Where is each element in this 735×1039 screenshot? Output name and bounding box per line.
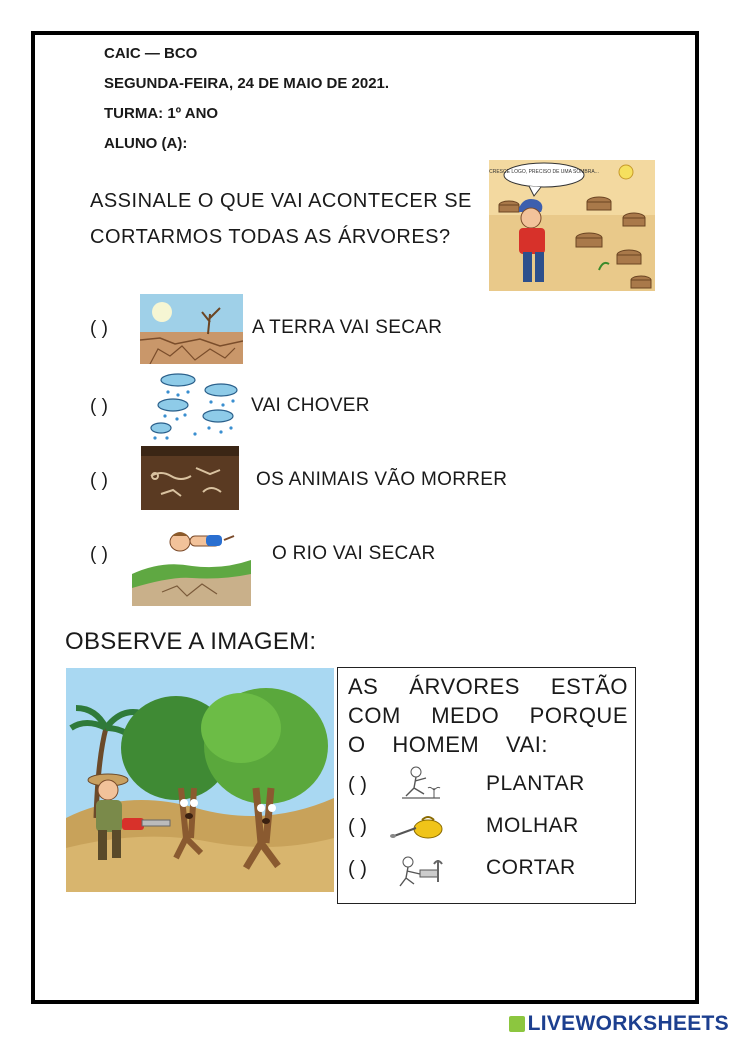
liveworksheets-logo[interactable] xyxy=(509,1012,729,1036)
question2-title: OBSERVE A IMAGEM: xyxy=(65,628,317,655)
fossils-picture xyxy=(141,446,239,510)
option-plant-checkbox[interactable]: ( ) xyxy=(348,774,367,796)
answer-box xyxy=(337,667,636,904)
option-plant-label: PLANTAR xyxy=(486,772,585,795)
dry-land-picture xyxy=(140,294,243,364)
box-line-1 xyxy=(348,674,628,700)
box-word: HOMEM xyxy=(392,732,480,757)
box-line-2 xyxy=(348,703,628,729)
option-rain-label: VAI CHOVER xyxy=(251,395,370,416)
option-river-checkbox[interactable]: ( ) xyxy=(90,544,108,565)
box-word: AS xyxy=(348,674,379,699)
box-word: VAI: xyxy=(506,732,548,757)
class-line: TURMA: 1º ANO xyxy=(104,105,219,122)
option-water-label: MOLHAR xyxy=(486,814,579,837)
speech-bubble-text: CRESCE LOGO, PRECISO DE UMA SOMBRA... xyxy=(489,169,599,175)
watering-can-icon xyxy=(388,814,448,844)
school-name: CAIC — BCO xyxy=(104,45,198,62)
box-line-3 xyxy=(348,732,548,758)
logo-text: LIVEWORKSHEETS xyxy=(527,1012,729,1035)
logo-mark-icon xyxy=(509,1016,525,1032)
box-word: COM xyxy=(348,703,401,728)
option-animals-checkbox[interactable]: ( ) xyxy=(90,470,108,491)
box-word: ESTÃO xyxy=(550,674,628,699)
rain-clouds-picture xyxy=(143,370,243,442)
option-dry-land-checkbox[interactable]: ( ) xyxy=(90,318,108,339)
box-word: MEDO xyxy=(431,703,500,728)
option-dry-land-label: A TERRA VAI SECAR xyxy=(252,317,443,338)
option-rain-checkbox[interactable]: ( ) xyxy=(90,396,108,417)
option-animals-label: OS ANIMAIS VÃO MORRER xyxy=(256,469,508,490)
option-river-label: O RIO VAI SECAR xyxy=(272,543,436,564)
scared-trees-picture xyxy=(66,668,334,892)
planting-icon xyxy=(394,764,446,802)
question1-line1: ASSINALE O QUE VAI ACONTECER SE xyxy=(90,190,472,212)
box-word: PORQUE xyxy=(529,703,628,728)
date-line: SEGUNDA-FEIRA, 24 DE MAIO DE 2021. xyxy=(104,75,390,92)
box-word: ÁRVORES xyxy=(409,674,520,699)
option-water-checkbox[interactable]: ( ) xyxy=(348,816,367,838)
question1-line2: CORTARMOS TODAS AS ÁRVORES? xyxy=(90,226,451,248)
box-word: O xyxy=(348,732,366,757)
student-line: ALUNO (A): xyxy=(104,135,188,152)
option-cut-label: CORTAR xyxy=(486,856,576,879)
deforestation-cartoon xyxy=(489,160,655,291)
option-cut-checkbox[interactable]: ( ) xyxy=(348,858,367,880)
cutting-icon xyxy=(392,852,448,890)
dry-river-picture xyxy=(132,526,251,606)
